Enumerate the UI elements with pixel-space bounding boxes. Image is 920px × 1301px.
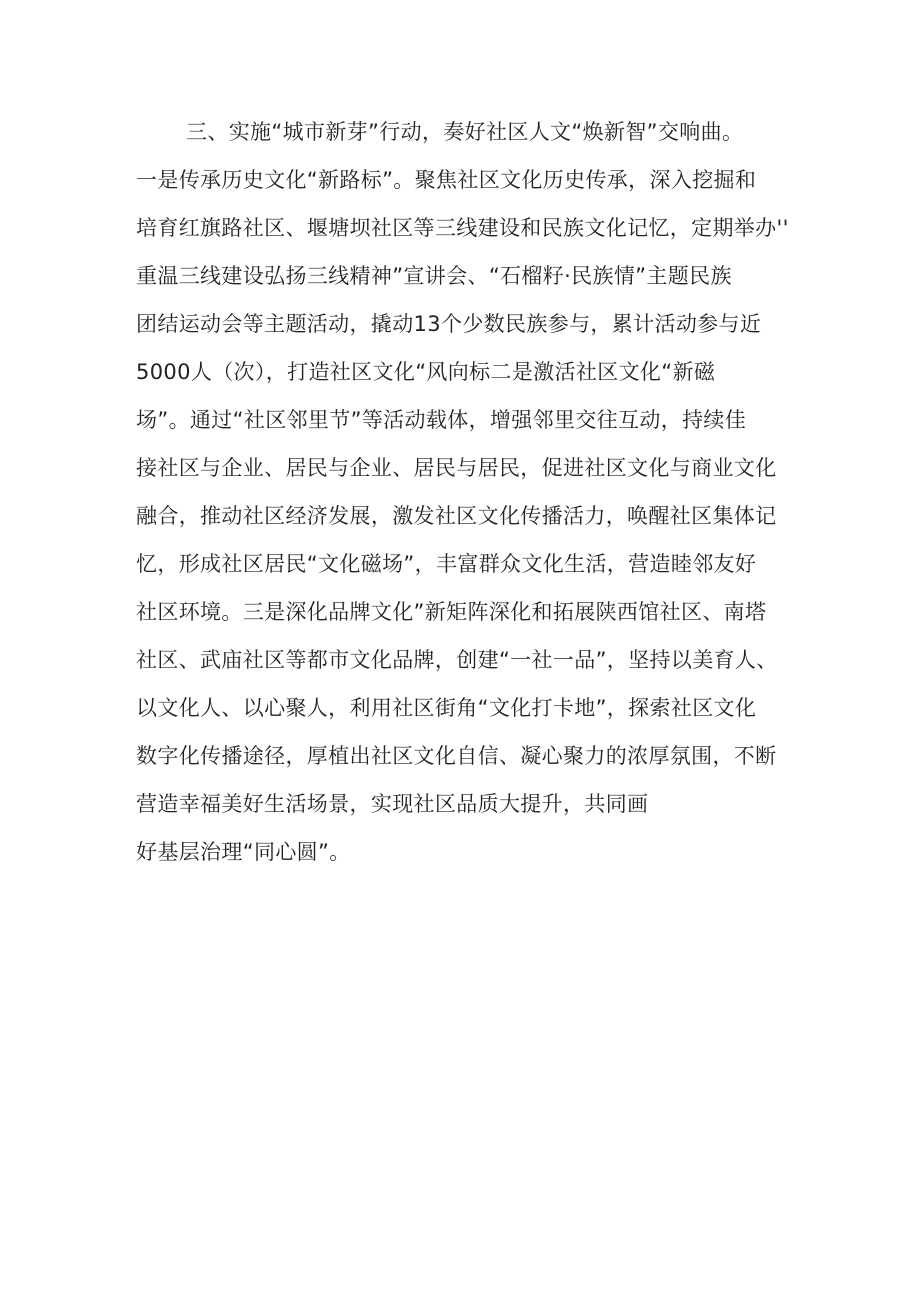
text-line: 忆，形成社区居民“文化磁场”，丰富群众文化生活，营造睦邻友好 [136, 552, 757, 576]
text-line: 接社区与企业、居民与企业、居民与居民，促进社区文化与商业文化 [136, 456, 777, 480]
text-line: 好基层治理“同心圆”。 [136, 840, 351, 864]
text-line: 重温三线建设弘扬三线精神”宣讲会、“石榴籽·民族情”主题民族 [136, 264, 732, 288]
text-line: 场”。通过“社区邻里节”等活动载体，增强邻里交往互动，持续佳 [136, 408, 747, 432]
text-line: 社区、武庙社区等都市文化品牌，创建“一社一品”，坚持以美育人、 [136, 648, 778, 672]
body-text [136, 108, 796, 876]
text-line: 5000人（次），打造社区文化“风向标二是激活社区文化“新磁 [136, 360, 716, 384]
text-line: 社区环境。三是深化品牌文化”新矩阵深化和拓展陕西馆社区、南塔 [136, 600, 767, 624]
text-line: 融合，推动社区经济发展，激发社区文化传播活力，唤醒社区集体记 [136, 504, 777, 528]
text-line: 以文化人、以心聚人，利用社区街角“文化打卡地”，探索社区文化 [136, 696, 757, 720]
text-line: 营造幸福美好生活场景，实现社区品质大提升，共同画 [136, 792, 649, 816]
text-line: 数字化传播途径，厚植出社区文化自信、凝心聚力的浓厚氛围，不断 [136, 744, 777, 768]
text-line-heading: 三、实施“城市新芽”行动，奏好社区人文“焕新智”交响曲。 [186, 120, 744, 144]
text-line: 培育红旗路社区、堰塘坝社区等三线建设和民族文化记忆，定期举办'' [136, 216, 789, 240]
text-line: 一是传承历史文化“新路标”。聚焦社区文化历史传承，深入挖掘和 [136, 168, 757, 192]
text-line: 团结运动会等主题活动，撬动13个少数民族参与，累计活动参与近 [136, 312, 762, 336]
